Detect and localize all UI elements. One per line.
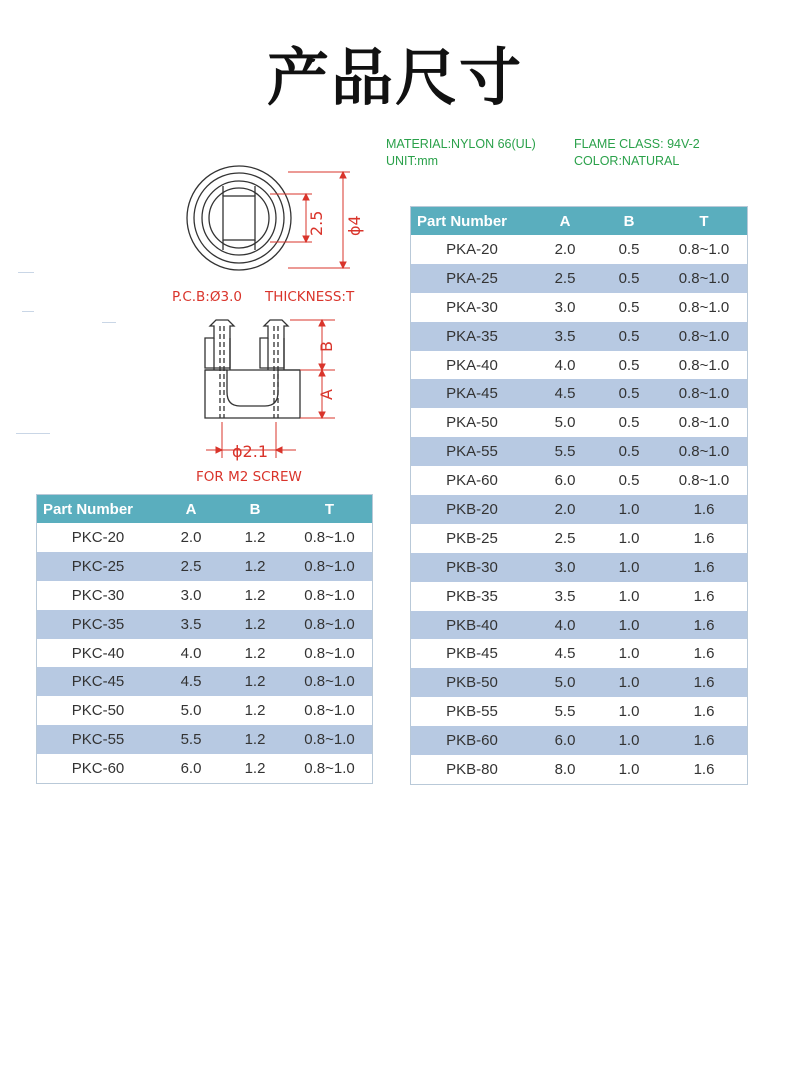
table-row <box>411 351 748 380</box>
cell-b: 1.0 <box>597 755 661 784</box>
cell-a: 2.0 <box>533 495 597 524</box>
cell-b: 0.5 <box>597 466 661 495</box>
header-b: B <box>223 495 287 524</box>
cell-t: 1.6 <box>661 639 748 668</box>
cell-t: 1.6 <box>661 553 748 582</box>
cell-part-number: PKA-55 <box>411 437 534 466</box>
table-row <box>411 726 748 755</box>
header-part-number: Part Number <box>37 495 160 524</box>
cell-b: 1.2 <box>223 610 287 639</box>
cell-t: 0.8~1.0 <box>661 235 748 264</box>
cell-part-number: PKC-20 <box>37 523 160 552</box>
thickness-label: THICKNESS:T <box>265 289 355 305</box>
cell-a: 5.5 <box>533 697 597 726</box>
cell-part-number: PKB-25 <box>411 524 534 553</box>
cell-t: 0.8~1.0 <box>661 264 748 293</box>
header-b: B <box>597 207 661 236</box>
cell-a: 2.5 <box>533 264 597 293</box>
cell-t: 0.8~1.0 <box>287 552 373 581</box>
cell-b: 1.2 <box>223 667 287 696</box>
cell-part-number: PKC-25 <box>37 552 160 581</box>
cell-b: 0.5 <box>597 322 661 351</box>
cell-t: 0.8~1.0 <box>661 322 748 351</box>
table-row <box>411 611 748 640</box>
cell-part-number: PKB-80 <box>411 755 534 784</box>
table-header-row <box>37 495 373 524</box>
cell-t: 0.8~1.0 <box>287 754 373 783</box>
cell-a: 5.5 <box>159 725 223 754</box>
cell-part-number: PKB-50 <box>411 668 534 697</box>
table-row <box>37 696 373 725</box>
cell-a: 6.0 <box>533 726 597 755</box>
cell-a: 5.0 <box>159 696 223 725</box>
cell-part-number: PKC-35 <box>37 610 160 639</box>
cell-a: 4.0 <box>533 611 597 640</box>
cell-t: 1.6 <box>661 582 748 611</box>
table-row <box>411 322 748 351</box>
cell-b: 0.5 <box>597 379 661 408</box>
cell-b: 0.5 <box>597 408 661 437</box>
cell-t: 0.8~1.0 <box>287 667 373 696</box>
cell-part-number: PKA-30 <box>411 293 534 322</box>
cell-t: 1.6 <box>661 697 748 726</box>
cell-b: 1.0 <box>597 524 661 553</box>
cell-part-number: PKB-35 <box>411 582 534 611</box>
cell-t: 0.8~1.0 <box>661 466 748 495</box>
cell-t: 0.8~1.0 <box>661 293 748 322</box>
table-row <box>411 466 748 495</box>
header-a: A <box>533 207 597 236</box>
header-part-number: Part Number <box>411 207 534 236</box>
dim-2-1-label: ϕ2.1 <box>232 442 268 461</box>
cell-a: 2.5 <box>159 552 223 581</box>
decor-dash <box>22 311 34 312</box>
table-row <box>37 523 373 552</box>
cell-b: 1.0 <box>597 639 661 668</box>
cell-a: 6.0 <box>533 466 597 495</box>
header-t: T <box>661 207 748 236</box>
cell-t: 1.6 <box>661 495 748 524</box>
table-row <box>37 552 373 581</box>
table-row <box>411 437 748 466</box>
table-row <box>37 754 373 783</box>
cell-t: 0.8~1.0 <box>287 696 373 725</box>
cell-a: 6.0 <box>159 754 223 783</box>
cell-t: 1.6 <box>661 755 748 784</box>
table-row <box>411 553 748 582</box>
table-row <box>411 293 748 322</box>
table-row <box>37 667 373 696</box>
cell-t: 0.8~1.0 <box>287 581 373 610</box>
table-row <box>411 235 748 264</box>
cell-a: 4.5 <box>533 379 597 408</box>
cell-b: 1.2 <box>223 523 287 552</box>
pcb-label: P.C.B:Ø3.0 <box>172 289 242 305</box>
cell-part-number: PKA-25 <box>411 264 534 293</box>
cell-t: 1.6 <box>661 726 748 755</box>
pka-pkb-table <box>410 206 748 785</box>
table-row <box>37 725 373 754</box>
cell-a: 2.0 <box>159 523 223 552</box>
header-a: A <box>159 495 223 524</box>
cell-a: 3.0 <box>533 553 597 582</box>
cell-part-number: PKB-40 <box>411 611 534 640</box>
decor-dash <box>102 322 116 323</box>
table-row <box>411 495 748 524</box>
side-view <box>205 320 300 418</box>
cell-b: 1.2 <box>223 754 287 783</box>
table-row <box>411 408 748 437</box>
cell-b: 1.2 <box>223 581 287 610</box>
screw-label: FOR M2 SCREW <box>196 469 302 485</box>
table-row <box>411 697 748 726</box>
cell-part-number: PKA-50 <box>411 408 534 437</box>
cell-b: 1.0 <box>597 553 661 582</box>
cell-b: 1.2 <box>223 696 287 725</box>
cell-part-number: PKA-45 <box>411 379 534 408</box>
color-spec: COLOR:NATURAL <box>574 154 680 168</box>
table-row <box>411 379 748 408</box>
cell-a: 4.5 <box>533 639 597 668</box>
cell-a: 5.5 <box>533 437 597 466</box>
material-spec: MATERIAL:NYLON 66(UL) <box>386 137 536 151</box>
table-row <box>37 581 373 610</box>
top-view <box>187 166 291 270</box>
cell-part-number: PKB-55 <box>411 697 534 726</box>
cell-part-number: PKB-60 <box>411 726 534 755</box>
cell-part-number: PKA-35 <box>411 322 534 351</box>
cell-a: 3.5 <box>533 582 597 611</box>
technical-drawing <box>150 160 390 490</box>
dim-4-label: ϕ4 <box>345 215 364 236</box>
table-header-row <box>411 207 748 236</box>
cell-b: 0.5 <box>597 235 661 264</box>
cell-a: 3.0 <box>159 581 223 610</box>
cell-b: 0.5 <box>597 437 661 466</box>
cell-a: 8.0 <box>533 755 597 784</box>
cell-b: 1.2 <box>223 725 287 754</box>
table-row <box>411 264 748 293</box>
cell-a: 5.0 <box>533 408 597 437</box>
page-title: 产品尺寸 <box>266 41 523 114</box>
cell-a: 5.0 <box>533 668 597 697</box>
cell-t: 0.8~1.0 <box>661 408 748 437</box>
cell-part-number: PKB-30 <box>411 553 534 582</box>
cell-b: 1.0 <box>597 582 661 611</box>
cell-a: 4.0 <box>533 351 597 380</box>
cell-t: 0.8~1.0 <box>661 437 748 466</box>
cell-part-number: PKC-45 <box>37 667 160 696</box>
cell-t: 1.6 <box>661 611 748 640</box>
cell-b: 0.5 <box>597 351 661 380</box>
unit-spec: UNIT:mm <box>386 154 439 168</box>
cell-b: 0.5 <box>597 264 661 293</box>
cell-part-number: PKB-45 <box>411 639 534 668</box>
cell-part-number: PKA-20 <box>411 235 534 264</box>
pkc-table <box>36 494 373 784</box>
cell-b: 1.2 <box>223 639 287 668</box>
cell-part-number: PKA-40 <box>411 351 534 380</box>
cell-t: 1.6 <box>661 668 748 697</box>
dim-a-label: A <box>317 389 336 400</box>
cell-a: 2.0 <box>533 235 597 264</box>
decor-dash <box>16 433 50 434</box>
cell-part-number: PKC-55 <box>37 725 160 754</box>
table-row <box>411 524 748 553</box>
cell-t: 1.6 <box>661 524 748 553</box>
dim-b-label: B <box>317 341 336 352</box>
cell-a: 4.5 <box>159 667 223 696</box>
cell-b: 1.2 <box>223 552 287 581</box>
cell-t: 0.8~1.0 <box>661 351 748 380</box>
cell-part-number: PKA-60 <box>411 466 534 495</box>
cell-t: 0.8~1.0 <box>287 639 373 668</box>
cell-part-number: PKC-60 <box>37 754 160 783</box>
cell-b: 1.0 <box>597 726 661 755</box>
cell-part-number: PKC-50 <box>37 696 160 725</box>
cell-a: 3.0 <box>533 293 597 322</box>
cell-b: 1.0 <box>597 495 661 524</box>
flame-class-spec: FLAME CLASS: 94V-2 <box>574 137 700 151</box>
cell-a: 2.5 <box>533 524 597 553</box>
cell-part-number: PKC-30 <box>37 581 160 610</box>
table-row <box>37 610 373 639</box>
cell-b: 0.5 <box>597 293 661 322</box>
decor-dash <box>18 272 34 273</box>
cell-part-number: PKB-20 <box>411 495 534 524</box>
cell-t: 0.8~1.0 <box>287 725 373 754</box>
table-row <box>37 639 373 668</box>
cell-b: 1.0 <box>597 668 661 697</box>
cell-b: 1.0 <box>597 697 661 726</box>
table-row <box>411 582 748 611</box>
table-row <box>411 639 748 668</box>
cell-b: 1.0 <box>597 611 661 640</box>
cell-t: 0.8~1.0 <box>287 523 373 552</box>
table-row <box>411 668 748 697</box>
cell-t: 0.8~1.0 <box>287 610 373 639</box>
dim-2-5-label: 2.5 <box>307 210 326 236</box>
cell-a: 4.0 <box>159 639 223 668</box>
cell-part-number: PKC-40 <box>37 639 160 668</box>
table-row <box>411 755 748 784</box>
cell-a: 3.5 <box>533 322 597 351</box>
cell-t: 0.8~1.0 <box>661 379 748 408</box>
cell-a: 3.5 <box>159 610 223 639</box>
header-t: T <box>287 495 373 524</box>
